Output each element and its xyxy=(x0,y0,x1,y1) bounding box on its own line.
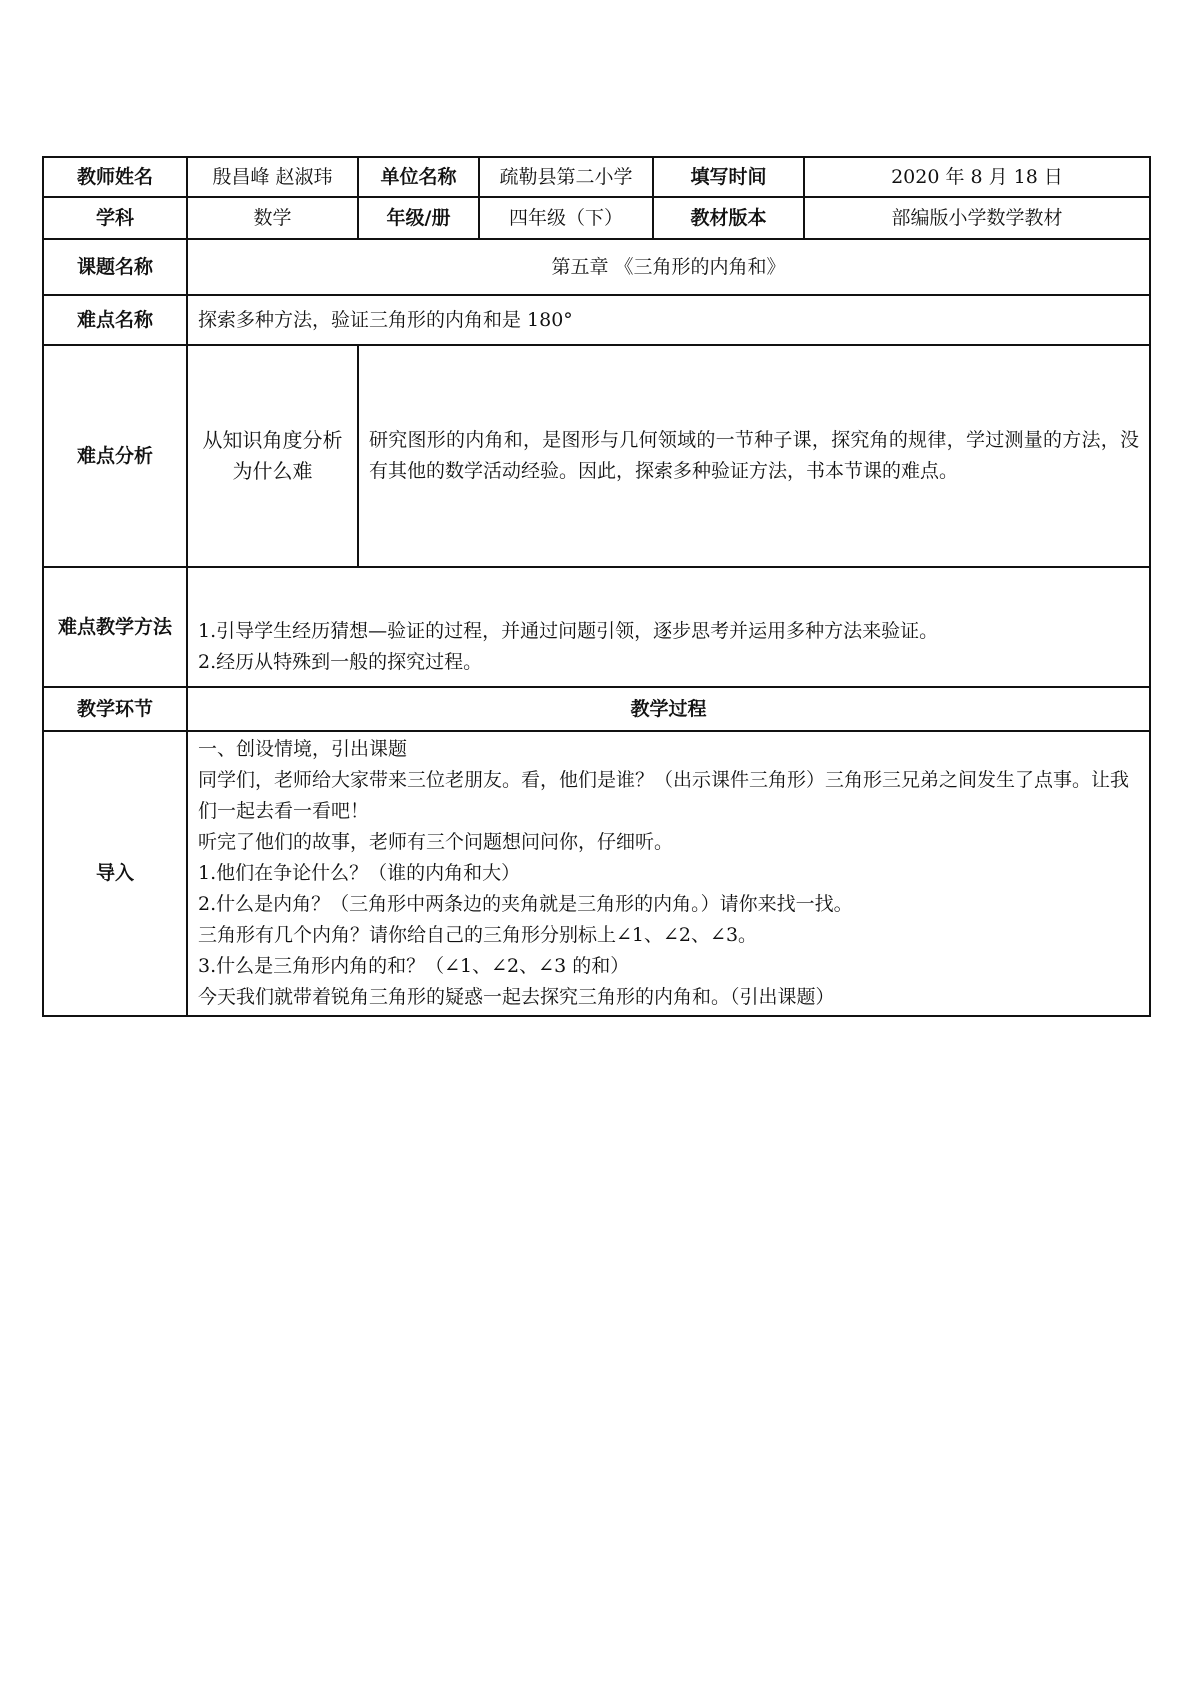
lesson-plan-table xyxy=(42,156,1151,1017)
row-method xyxy=(43,567,1150,687)
intro-line-6: 三角形有几个内角？请你给自己的三角形分别标上∠1、∠2、∠3。 xyxy=(198,924,758,946)
row-intro xyxy=(43,731,1150,1016)
edition-label: 教材版本 xyxy=(653,197,804,239)
row-topic xyxy=(43,239,1150,295)
grade-label: 年级/册 xyxy=(358,197,479,239)
grade-value: 四年级（下） xyxy=(479,197,653,239)
method-line-1: 1.引导学生经历猜想—验证的过程，并通过问题引领，逐步思考并运用多种方法来验证。 xyxy=(198,620,939,642)
row-subject xyxy=(43,197,1150,239)
stage-label: 教学环节 xyxy=(43,687,187,731)
subject-value: 数学 xyxy=(187,197,358,239)
analysis-label: 难点分析 xyxy=(43,345,187,567)
analysis-sub-label: 从知识角度分析为什么难 xyxy=(187,345,358,567)
intro-label: 导入 xyxy=(43,731,187,1016)
difficulty-value: 探索多种方法，验证三角形的内角和是 180° xyxy=(187,295,1150,345)
intro-line-5: 2.什么是内角？（三角形中两条边的夹角就是三角形的内角。）请你来找一找。 xyxy=(198,893,853,915)
method-line-2: 2.经历从特殊到一般的探究过程。 xyxy=(198,651,483,673)
intro-line-2: 同学们，老师给大家带来三位老朋友。看，他们是谁？（出示课件三角形）三角形三兄弟之间发生了点事。让我们一起去看一看吧！ xyxy=(198,769,1130,822)
teacher-value: 殷昌峰 赵淑玮 xyxy=(187,157,358,197)
row-analysis xyxy=(43,345,1150,567)
date-value: 2020 年 8 月 18 日 xyxy=(804,157,1150,197)
row-difficulty xyxy=(43,295,1150,345)
intro-line-7: 3.什么是三角形内角的和？（∠1、∠2、∠3 的和） xyxy=(198,955,630,977)
row-process-header xyxy=(43,687,1150,731)
intro-content xyxy=(187,731,1150,1016)
topic-value: 第五章 《三角形的内角和》 xyxy=(187,239,1150,295)
method-label: 难点教学方法 xyxy=(43,567,187,687)
edition-value: 部编版小学数学教材 xyxy=(804,197,1150,239)
teacher-label: 教师姓名 xyxy=(43,157,187,197)
method-content xyxy=(187,567,1150,687)
subject-label: 学科 xyxy=(43,197,187,239)
intro-line-3: 听完了他们的故事，老师有三个问题想问问你，仔细听。 xyxy=(198,831,674,853)
intro-line-8: 今天我们就带着锐角三角形的疑惑一起去探究三角形的内角和。（引出课题） xyxy=(198,986,835,1008)
date-label: 填写时间 xyxy=(653,157,804,197)
intro-line-4: 1.他们在争论什么？（谁的内角和大） xyxy=(198,862,521,884)
unit-label: 单位名称 xyxy=(358,157,479,197)
topic-label: 课题名称 xyxy=(43,239,187,295)
process-label: 教学过程 xyxy=(187,687,1150,731)
row-teacher xyxy=(43,157,1150,197)
analysis-text: 研究图形的内角和，是图形与几何领域的一节种子课，探究角的规律，学过测量的方法，没有其他的数学活动经验。因此，探索多种验证方法，书本节课的难点。 xyxy=(358,345,1150,567)
unit-value: 疏勒县第二小学 xyxy=(479,157,653,197)
difficulty-label: 难点名称 xyxy=(43,295,187,345)
intro-line-1: 一、创设情境，引出课题 xyxy=(198,738,408,760)
